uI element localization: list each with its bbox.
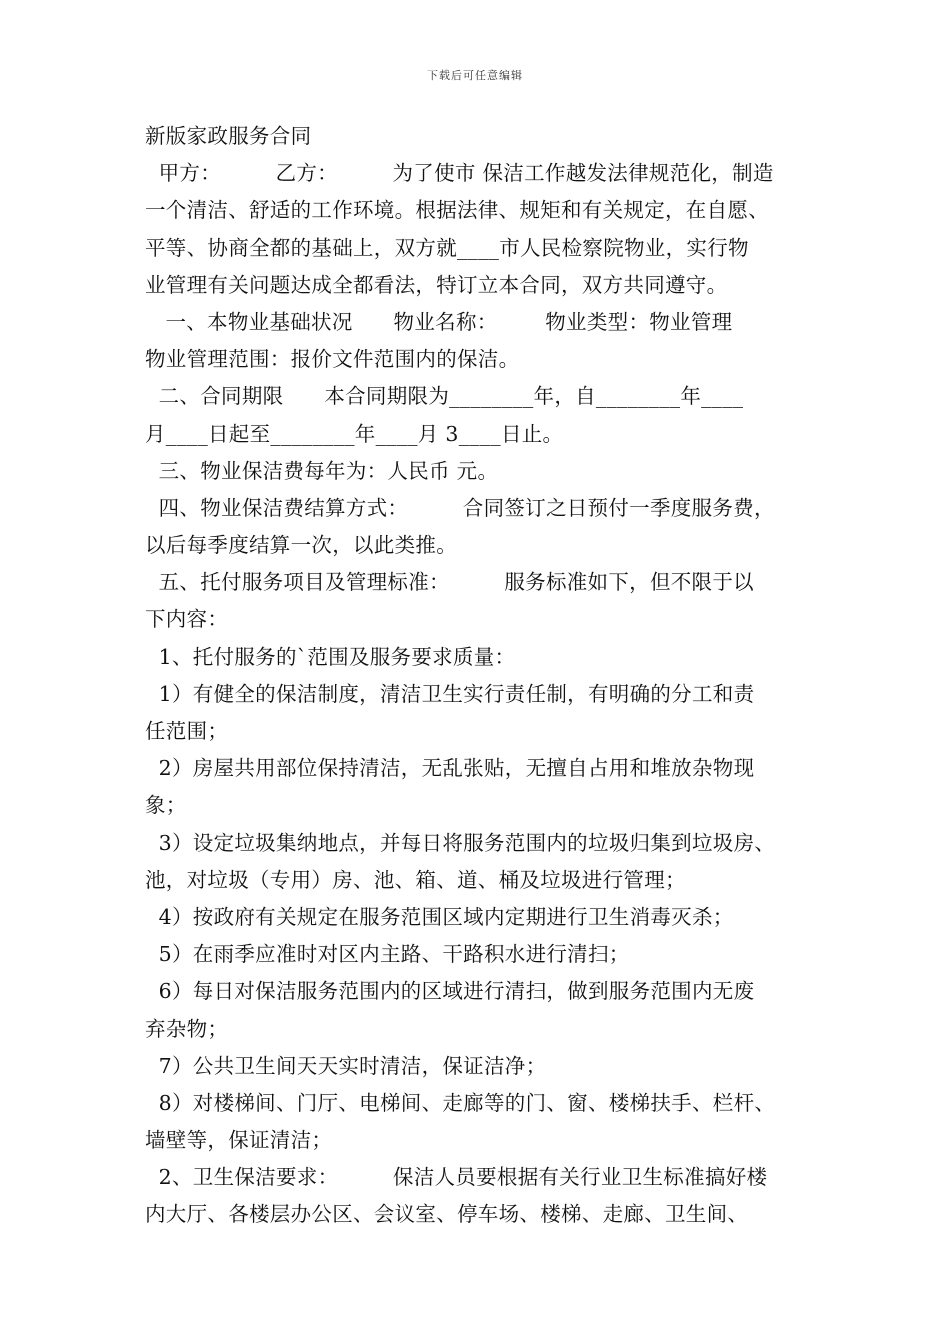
paragraph-line: 物业管理范围：报价文件范围内的保洁。: [145, 347, 520, 372]
list-item: 8）对楼梯间、门厅、电梯间、走廊等的门、窗、楼梯扶手、栏杆、: [145, 1090, 776, 1115]
paragraph-line: 以后每季度结算一次，以此类推。: [145, 533, 457, 558]
list-item: 6）每日对保洁服务范围内的区域进行清扫，做到服务范围内无废: [145, 979, 755, 1004]
section-heading-2: 二、合同期限 本合同期限为________年，自________年____: [145, 384, 744, 409]
subsection-heading: 1、托付服务的`范围及服务要求质量：: [145, 644, 516, 669]
list-item: 4）按政府有关规定在服务范围区域内定期进行卫生消毒灭杀；: [145, 904, 734, 929]
list-item-continuation: 弃杂物；: [145, 1016, 229, 1041]
list-item-continuation: 池，对垃圾（专用）房、池、箱、道、桶及垃圾进行管理；: [145, 867, 686, 892]
paragraph-line: 一个清洁、舒适的工作环境。根据法律、规矩和有关规定，在自愿、: [145, 198, 769, 223]
list-item-continuation: 任范围；: [145, 719, 229, 743]
paragraph-line: 下内容：: [145, 607, 229, 632]
paragraph-line: 平等、协商全都的基础上，双方就____市人民检察院物业，实行物: [145, 235, 749, 260]
list-item: 2）房屋共用部位保持清洁，无乱张贴，无擅自占用和堆放杂物现: [145, 756, 755, 781]
section-heading-3: 三、物业保洁费每年为：人民币 元。: [145, 458, 499, 483]
list-item: 3）设定垃圾集纳地点，并每日将服务范围内的垃圾归集到垃圾房、: [145, 830, 776, 855]
list-item-continuation: 象；: [145, 793, 187, 818]
page-header-note: 下载后可任意编辑: [427, 69, 523, 82]
paragraph-line: 业管理有关问题达成全都看法，特订立本合同，双方共同遵守。: [145, 272, 728, 297]
contract-title: 新版家政服务合同: [145, 124, 312, 148]
subsection-heading: 2、卫生保洁要求： 保洁人员要根据有关行业卫生标准搞好楼: [145, 1165, 768, 1190]
paragraph-line: 月____日起至________年____月 3____日止。: [145, 421, 564, 446]
list-item-continuation: 墙壁等，保证清洁；: [145, 1128, 333, 1153]
list-item: 7）公共卫生间天天实时清洁，保证洁净；: [145, 1053, 547, 1078]
paragraph-line: 内大厅、各楼层办公区、会议室、停车场、楼梯、走廊、卫生间、: [145, 1202, 749, 1227]
section-heading-1: 一、本物业基础状况 物业名称： 物业类型：物业管理: [145, 309, 733, 334]
section-heading-5: 五、托付服务项目及管理标准： 服务标准如下，但不限于以: [145, 570, 754, 595]
list-item: 5）在雨季应准时对区内主路、干路积水进行清扫；: [145, 942, 630, 967]
list-item: 1）有健全的保洁制度，清洁卫生实行责任制，有明确的分工和责: [145, 681, 755, 706]
paragraph-line: 甲方： 乙方： 为了使市 保洁工作越发法律规范化，制造: [145, 161, 774, 186]
section-heading-4: 四、物业保洁费结算方式： 合同签订之日预付一季度服务费，: [145, 495, 775, 520]
document-body: [145, 118, 815, 1234]
